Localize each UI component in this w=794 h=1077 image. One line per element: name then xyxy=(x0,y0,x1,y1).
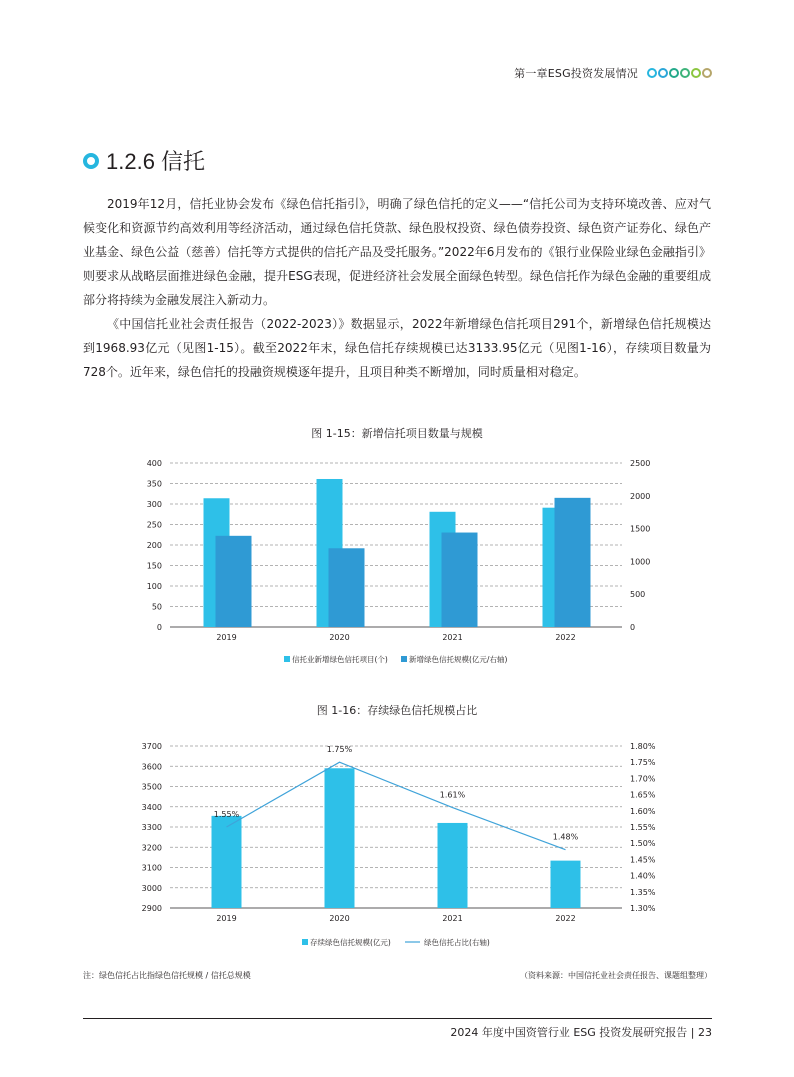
data-label: 1.48% xyxy=(552,832,579,842)
y-tick-label: 250 xyxy=(146,520,162,530)
legend-label: 信托业新增绿色信托项目(个) xyxy=(292,655,388,664)
legend-swatch xyxy=(302,939,308,945)
line-green-ratio xyxy=(227,762,566,849)
y2-tick-label: 2500 xyxy=(630,459,651,468)
chart-new-trust xyxy=(0,450,794,700)
y-tick-label: 3400 xyxy=(141,802,162,812)
figure-1-15-title: 图 1-15：新增信托项目数量与规模 xyxy=(311,427,483,440)
footer-divider xyxy=(83,1018,712,1019)
paragraph: 《中国信托业社会责任报告（2022-2023）》数据显示，2022年新增绿色信托项目291个，新增绿色信托规模达到1968.93亿元（见图1-15）。截至2022年末，绿色信托存续规模已达3133.95亿元（见图1-16），存续项目数量为728个。近年来，绿色信托的投融资规模逐年提升，且项目种类不断增加，同时质量相对稳定。 xyxy=(83,317,711,379)
bar-existing-scale xyxy=(212,816,242,908)
legend-label: 新增绿色信托规模(亿元/右轴) xyxy=(409,655,508,664)
x-tick-label: 2022 xyxy=(555,914,576,923)
y-tick-label: 2900 xyxy=(141,904,162,913)
y2-tick-label: 1.30% xyxy=(630,904,656,913)
ring-icon xyxy=(83,153,99,169)
y2-tick-label: 1.65% xyxy=(630,790,656,800)
y2-tick-label: 1.60% xyxy=(630,806,656,816)
bar-existing-scale xyxy=(325,768,355,908)
y2-tick-label: 1.70% xyxy=(630,774,656,784)
dot-icon xyxy=(680,68,690,78)
dot-icon xyxy=(691,68,701,78)
y2-tick-label: 1.55% xyxy=(630,823,656,832)
y-tick-label: 3300 xyxy=(141,823,162,832)
legend-label: 存续绿色信托规模(亿元) xyxy=(310,938,391,947)
note-text: 注：绿色信托占比指绿色信托规模 / 信托总规模 xyxy=(83,971,251,980)
y-tick-label: 3600 xyxy=(141,762,162,772)
y2-tick-label: 1000 xyxy=(630,557,651,567)
y2-tick-label: 0 xyxy=(630,623,636,632)
dot-icon xyxy=(669,68,679,78)
y-tick-label: 3500 xyxy=(141,782,162,792)
y-tick-label: 350 xyxy=(146,479,162,489)
figure-1-16-title: 图 1-16：存续绿色信托规模占比 xyxy=(316,704,478,717)
footer-text: 2024 年度中国资管行业 ESG 投资发展研究报告 | 23 xyxy=(450,1026,712,1039)
y-tick-label: 3000 xyxy=(141,883,162,893)
y2-tick-label: 500 xyxy=(630,590,646,600)
y-tick-label: 300 xyxy=(146,500,162,509)
legend-swatch xyxy=(401,656,407,662)
bar-existing-scale xyxy=(438,823,468,908)
y2-tick-label: 1.50% xyxy=(630,839,656,849)
y2-tick-label: 1.45% xyxy=(630,855,656,865)
x-tick-label: 2020 xyxy=(329,633,350,642)
y2-tick-label: 1.35% xyxy=(630,887,656,897)
y2-tick-label: 1.75% xyxy=(630,758,656,768)
y2-tick-label: 2000 xyxy=(630,491,651,501)
bar-new-scale xyxy=(329,548,365,627)
bar-new-scale xyxy=(216,536,252,627)
y-tick-label: 100 xyxy=(146,582,162,591)
dot-icon xyxy=(647,68,657,78)
x-tick-label: 2020 xyxy=(329,914,350,923)
x-tick-label: 2022 xyxy=(555,633,576,642)
bar-existing-scale xyxy=(551,861,581,908)
y-tick-label: 150 xyxy=(146,561,162,571)
y-tick-label: 200 xyxy=(146,541,162,550)
chapter-title: 第一章ESG投资发展情况 xyxy=(514,67,638,80)
body-text xyxy=(83,192,711,384)
paragraph: 2019年12月，信托业协会发布《绿色信托指引》，明确了绿色信托的定义——“信托公司为支持环境改善、应对气候变化和资源节约高效利用等经济活动，通过绿色信托贷款、绿色股权投资、绿色债券投资、绿色资产证券化、绿色产业基金、绿色公益（慈善）信托等方式提供的信托产品及受托服务。”2022年6月发布的《银行业保险业绿色金融指引》则要求从战略层面推进绿色金融，提升ESG表现，促进经济社会发展全面绿色转型。绿色信托作为绿色金融的重要组成部分将持续为金融发展注入新动力。 xyxy=(83,197,711,307)
y2-tick-label: 1500 xyxy=(630,524,651,534)
data-label: 1.61% xyxy=(439,790,466,800)
y-tick-label: 0 xyxy=(156,623,162,632)
data-label: 1.75% xyxy=(326,745,353,755)
dot-icon xyxy=(658,68,668,78)
x-tick-label: 2021 xyxy=(442,914,463,923)
bar-new-scale xyxy=(442,533,478,627)
y2-tick-label: 1.80% xyxy=(630,742,656,751)
data-label: 1.55% xyxy=(213,810,240,819)
chart-existing-trust xyxy=(0,730,794,950)
x-tick-label: 2019 xyxy=(216,633,237,642)
y-tick-label: 3700 xyxy=(141,742,162,751)
y-tick-label: 3100 xyxy=(141,863,162,873)
section-heading xyxy=(83,145,205,176)
y-tick-label: 50 xyxy=(151,602,162,612)
decorative-dots xyxy=(646,68,712,78)
y-tick-label: 400 xyxy=(146,459,162,468)
y-tick-label: 3200 xyxy=(141,843,162,853)
y2-tick-label: 1.40% xyxy=(630,871,656,881)
source-text: （资料来源：中国信托业社会责任报告、课题组整理） xyxy=(520,971,712,980)
page-header xyxy=(514,64,712,82)
legend-label: 绿色信托占比(右轴) xyxy=(424,938,490,947)
x-tick-label: 2021 xyxy=(442,633,463,642)
bar-new-scale xyxy=(555,498,591,627)
x-tick-label: 2019 xyxy=(216,914,237,923)
section-title: 1.2.6 信托 xyxy=(106,149,206,174)
legend-swatch xyxy=(284,656,290,662)
dot-icon xyxy=(702,68,712,78)
